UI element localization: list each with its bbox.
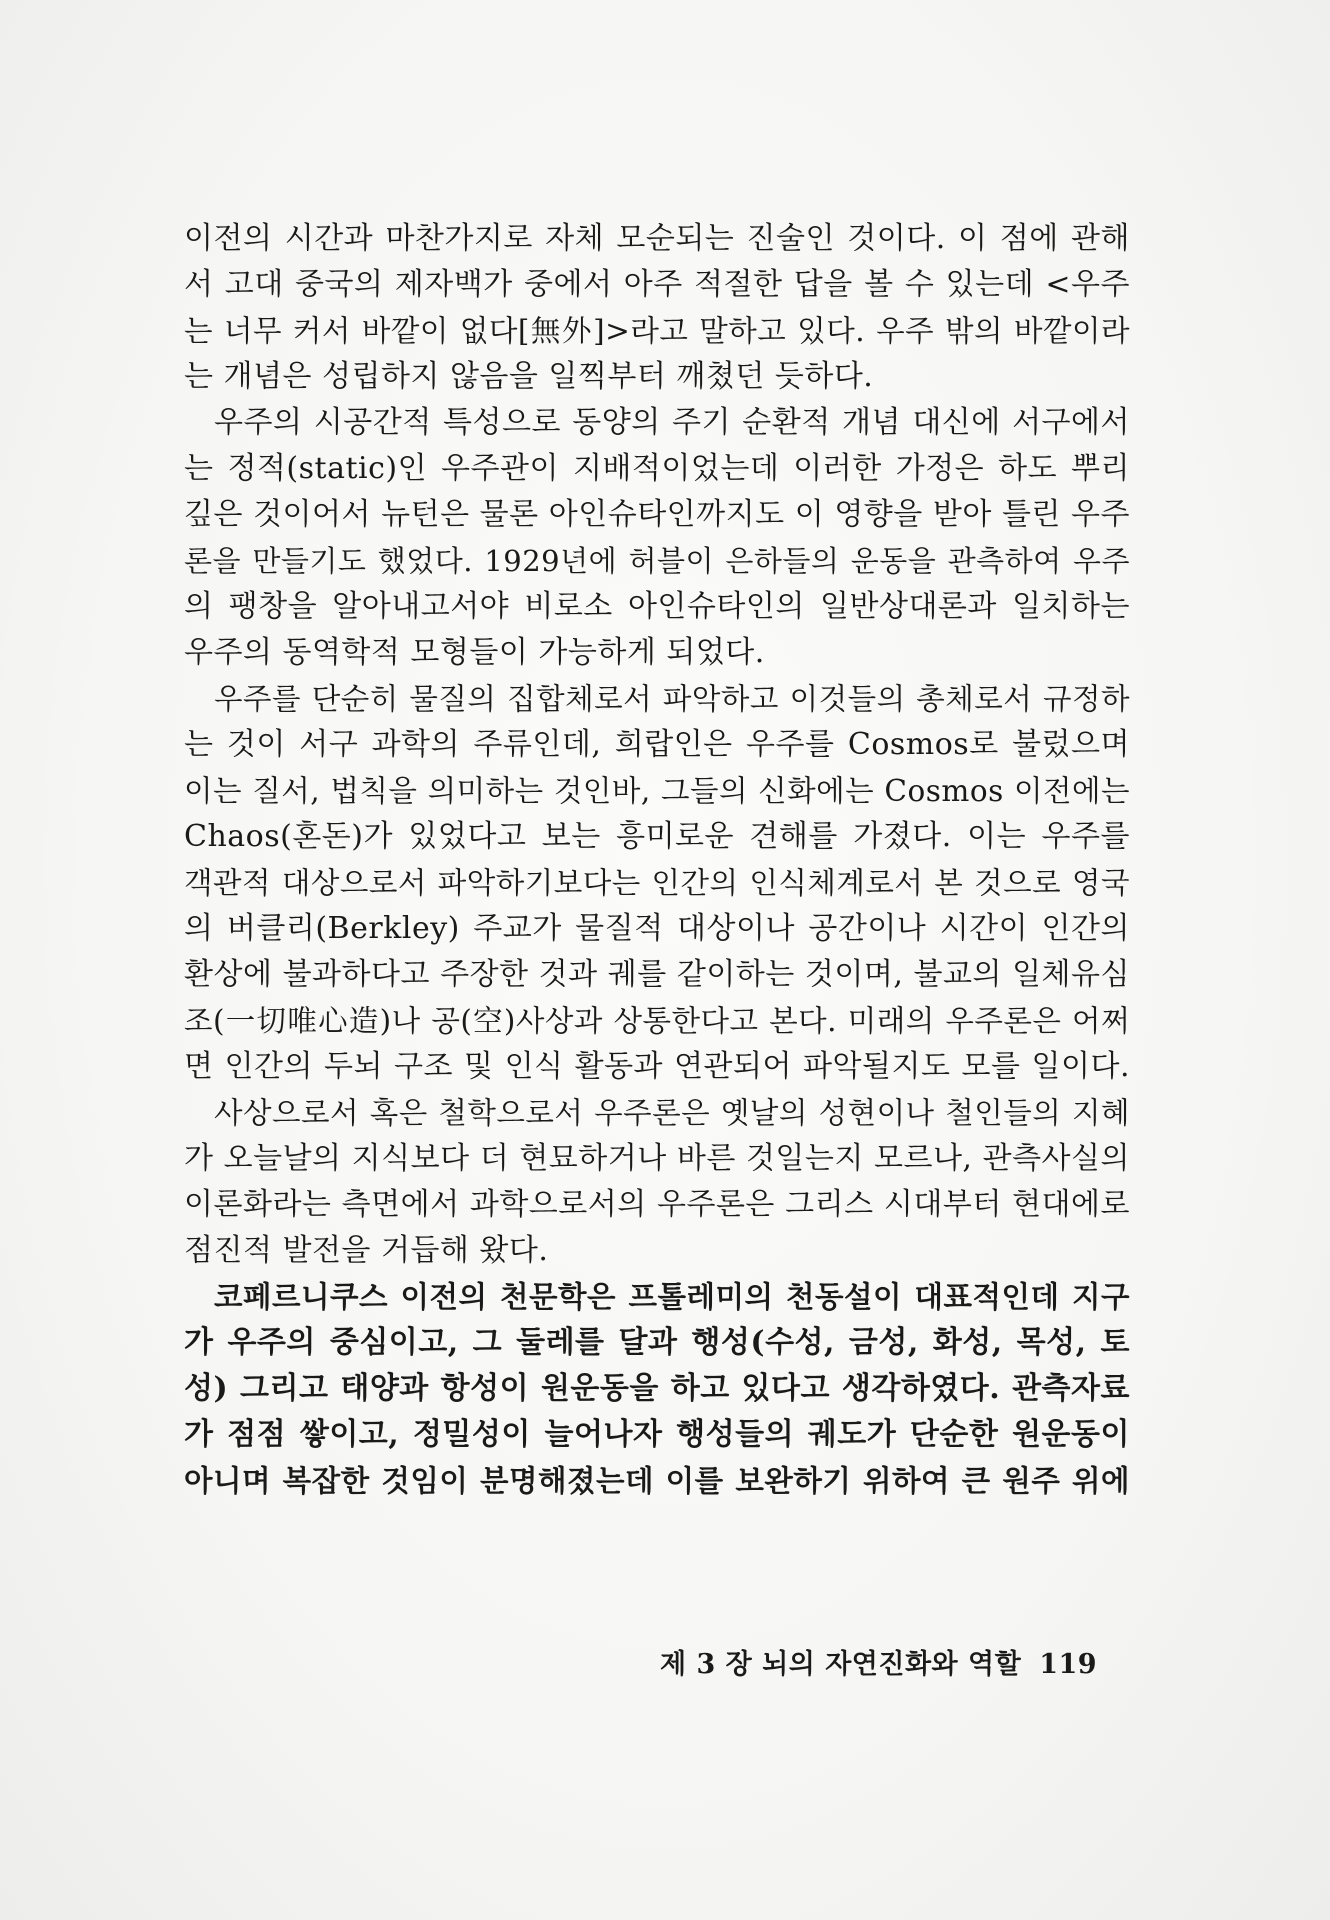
text-line: 아니며 복잡한 것임이 분명해졌는데 이를 보완하기 위하여 큰 원주 위에 [184,1463,1130,1498]
text-line: 깊은 것이어서 뉴턴은 물론 아인슈타인까지도 이 영향을 받아 틀린 우주 [184,497,1130,532]
text-line: 객관적 대상으로서 파악하기보다는 인간의 인식체계로서 본 것으로 영국 [184,866,1130,900]
text-line: 론을 만들기도 했었다. 1929년에 허블이 은하들의 운동을 관측하여 우주 [184,544,1130,578]
text-line: 는 개념은 성립하지 않음을 일찍부터 깨쳤던 듯하다. [184,359,874,394]
text-line: 우주의 동역학적 모형들이 가능하게 되었다. [184,635,765,670]
text-line: 면 인간의 두뇌 구조 및 인식 활동과 연관되어 파악될지도 모를 일이다. [184,1049,1130,1084]
page-number: 119 [1039,1649,1098,1680]
text-line: 이전의 시간과 마찬가지로 자체 모순되는 진술인 것이다. 이 점에 관해 [184,221,1130,256]
text-line: 는 너무 커서 바깥이 없다[無外]>라고 말하고 있다. 우주 밖의 바깥이라 [184,314,1130,348]
text-line: 환상에 불과하다고 주장한 것과 궤를 같이하는 것이며, 불교의 일체유심 [184,957,1130,992]
text-line: 코페르니쿠스 이전의 천문학은 프톨레미의 천동설이 대표적인데 지구 [214,1279,1130,1314]
text-line: 점진적 발전을 거듭해 왔다. [184,1233,549,1268]
text-line: 사상으로서 혹은 철학으로서 우주론은 옛날의 성현이나 철인들의 지혜 [214,1096,1130,1130]
page-footer [660,1642,1100,1681]
text-line: Chaos(혼돈)가 있었다고 보는 흥미로운 견해를 가졌다. 이는 우주를 [184,819,1130,854]
text-line: 가 오늘날의 지식보다 더 현묘하거나 바른 것일는지 모르나, 관측사실의 [184,1141,1130,1176]
text-line: 가 우주의 중심이고, 그 둘레를 달과 행성(수성, 금성, 화성, 목성, 토 [184,1325,1130,1360]
text-line: 는 정적(static)인 우주관이 지배적이었는데 이러한 가정은 하도 뿌리 [184,451,1130,486]
chapter-title: 제 3 장 뇌의 자연진화와 역할 [660,1649,1022,1680]
text-line: 이론화라는 측면에서 과학으로서의 우주론은 그리스 시대부터 현대에로 [184,1187,1130,1222]
body-text [184,216,1130,1504]
text-line: 성) 그리고 태양과 항성이 원운동을 하고 있다고 생각하였다. 관측자료 [184,1371,1130,1406]
text-line: 서 고대 중국의 제자백가 중에서 아주 적절한 답을 볼 수 있는데 <우주 [184,267,1130,302]
text-line: 이는 질서, 법칙을 의미하는 것인바, 그들의 신화에는 Cosmos 이전에는 [184,774,1130,808]
text-line: 가 점점 쌓이고, 정밀성이 늘어나자 행성들의 궤도가 단순한 원운동이 [184,1417,1130,1452]
text-line: 우주의 시공간적 특성으로 동양의 주기 순환적 개념 대신에 서구에서 [214,405,1130,440]
text-line: 조(一切唯心造)나 공(空)사상과 상통한다고 본다. 미래의 우주론은 어쩌 [184,1004,1130,1038]
text-line: 의 버클리(Berkley) 주교가 물질적 대상이나 공간이나 시간이 인간의 [184,911,1130,946]
text-line: 의 팽창을 알아내고서야 비로소 아인슈타인의 일반상대론과 일치하는 [184,589,1130,624]
text-line: 는 것이 서구 과학의 주류인데, 희랍인은 우주를 Cosmos로 불렀으며 [184,727,1130,762]
text-line: 우주를 단순히 물질의 집합체로서 파악하고 이것들의 총체로서 규정하 [214,682,1130,716]
